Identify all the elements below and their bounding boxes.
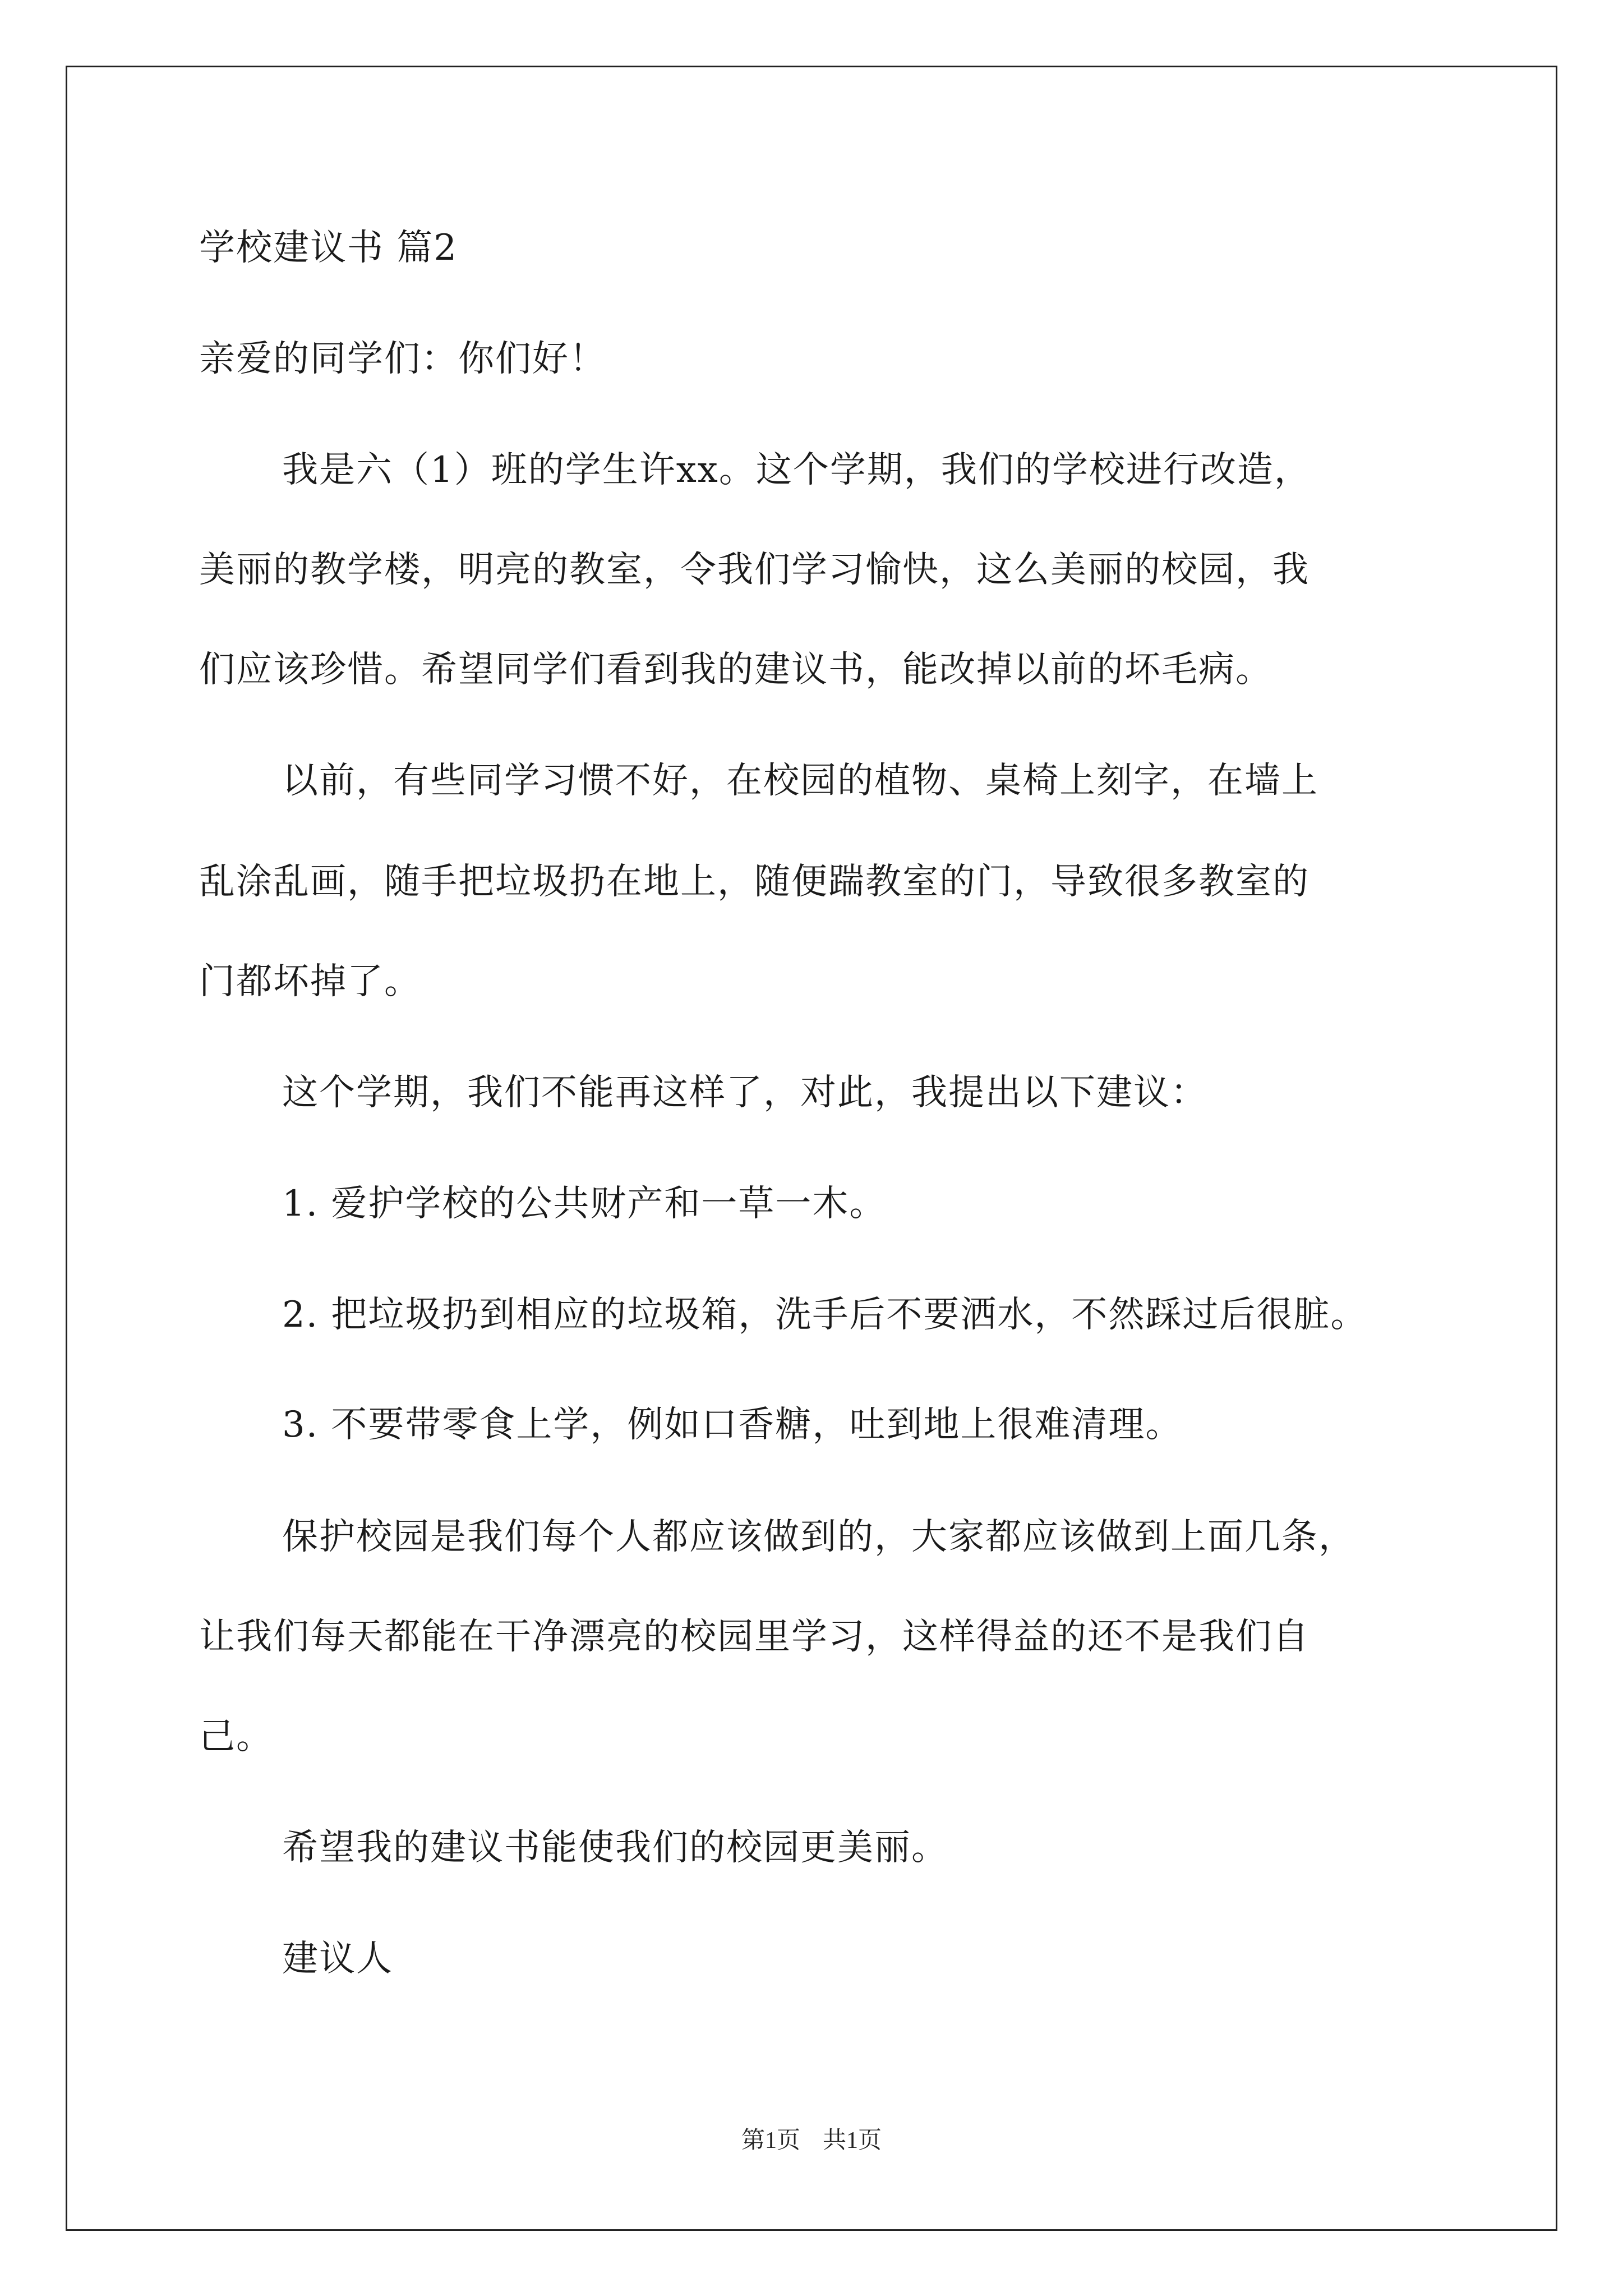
- document-title: 学校建议书 篇2: [199, 227, 458, 269]
- paragraph-line: 们应该珍惜。希望同学们看到我的建议书，能改掉以前的坏毛病。: [199, 649, 1272, 691]
- paragraph-line: 以前，有些同学习惯不好，在校园的植物、桌椅上刻字，在墙上: [282, 760, 1318, 802]
- paragraph-line: 己。: [199, 1716, 273, 1757]
- list-item: 2. 把垃圾扔到相应的垃圾箱，洗手后不要洒水，不然踩过后很脏。: [282, 1294, 1368, 1336]
- page-number: 第1页: [741, 2128, 800, 2154]
- signature-line: 建议人: [282, 1938, 393, 1980]
- paragraph-line: 乱涂乱画，随手把垃圾扔在地上，随便踹教室的门，导致很多教室的: [199, 861, 1310, 903]
- list-item: 1. 爱护学校的公共财产和一草一木。: [282, 1183, 887, 1225]
- paragraph-line: 保护校园是我们每个人都应该做到的，大家都应该做到上面几条，: [282, 1516, 1355, 1558]
- list-item: 3. 不要带零食上学，例如口香糖，吐到地上很难清理。: [282, 1404, 1183, 1446]
- salutation: 亲爱的同学们：你们好！: [199, 338, 606, 380]
- page-footer: [0, 2129, 1623, 2152]
- paragraph-line: 这个学期，我们不能再这样了，对此，我提出以下建议：: [282, 1072, 1207, 1114]
- paragraph-line: 美丽的教学楼，明亮的教室，令我们学习愉快，这么美丽的校园，我: [199, 549, 1310, 591]
- paragraph-line: 希望我的建议书能使我们的校园更美丽。: [282, 1827, 948, 1869]
- paragraph-line: 门都坏掉了。: [199, 961, 421, 1002]
- page-border: [66, 66, 1557, 2231]
- page-total: 共1页: [823, 2128, 882, 2154]
- paragraph-line: 我是六（1）班的学生许xx。这个学期，我们的学校进行改造，: [282, 449, 1311, 491]
- paragraph-line: 让我们每天都能在干净漂亮的校园里学习，这样得益的还不是我们自: [199, 1616, 1310, 1658]
